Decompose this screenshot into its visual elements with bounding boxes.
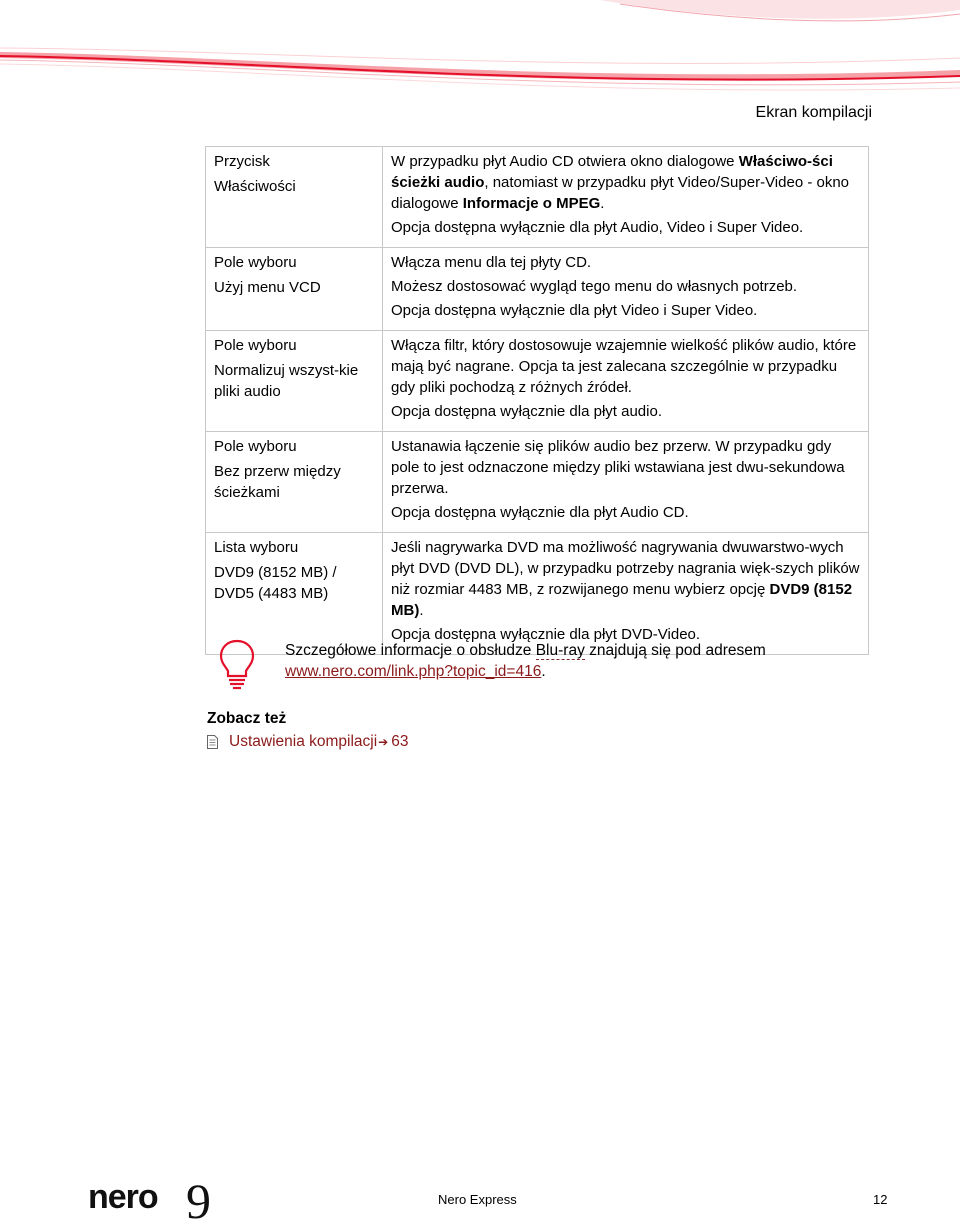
see-also-link[interactable]: [207, 733, 408, 751]
tip-text-after: .: [541, 663, 546, 680]
property-description-cell: [383, 147, 869, 248]
lightbulb-icon: [217, 638, 257, 690]
property-name: Normalizuj wszyst-kie pliki audio: [214, 362, 359, 400]
description-text: Włącza filtr, który dostosowuje wzajemnie wielkość plików audio, które mają być nagrane. Opcja ta jest zalecana szczególnie w przypadku gdy pliki pochodzą z różnych źródeł.: [391, 337, 857, 396]
footer-product-name: Nero Express: [438, 1192, 517, 1207]
property-description-cell: [383, 432, 869, 533]
description-text: W przypadku płyt Audio CD otwiera okno dialogowe: [391, 153, 739, 170]
property-type: Lista wyboru: [214, 539, 299, 556]
description-text: Jeśli nagrywarka DVD ma możliwość nagrywania dwuwarstwo-wych płyt DVD (DVD DL), w przypadku potrzeby nagrania więk-szych plików niż rozmiar 4483 MB, z rozwijanego menu wybierz opcję: [391, 539, 860, 598]
see-also-page[interactable]: 63: [391, 733, 409, 750]
property-label-cell: [206, 147, 383, 248]
description-text: Opcja dostępna wyłącznie dla płyt Audio CD.: [391, 504, 689, 521]
property-type: Pole wyboru: [214, 254, 297, 271]
see-also-heading: Zobacz też: [207, 710, 287, 727]
document-icon: [207, 735, 218, 749]
description-paragraph: [391, 436, 860, 499]
description-text: Ustanawia łączenie się plików audio bez przerw. W przypadku gdy pole to jest odznaczone między pliki wstawiana jest dwu-sekundowa przerwa.: [391, 438, 845, 497]
nero-logo: [88, 1176, 228, 1224]
property-description-cell: [383, 331, 869, 432]
description-text: .: [419, 602, 424, 619]
page-header-title: Ekran kompilacji: [755, 104, 872, 121]
svg-text:9: 9: [186, 1176, 211, 1224]
description-text: .: [600, 195, 605, 212]
tip-text-middle: znajdują się pod adresem: [584, 642, 766, 659]
property-row: [206, 147, 869, 248]
see-also-label[interactable]: Ustawienia kompilacji: [229, 733, 378, 750]
description-paragraph: [391, 276, 860, 297]
property-label-cell: [206, 533, 383, 655]
description-paragraph: [391, 401, 860, 422]
property-row: [206, 432, 869, 533]
arrow-right-icon: ➔: [378, 735, 389, 749]
property-row: [206, 533, 869, 655]
property-row: [206, 248, 869, 331]
description-paragraph: [391, 151, 860, 214]
property-label-cell: [206, 331, 383, 432]
description-paragraph: [391, 502, 860, 523]
description-paragraph: [391, 217, 860, 238]
footer-page-number: 12: [873, 1192, 888, 1207]
description-paragraph: [391, 300, 860, 321]
tip-text: [285, 640, 865, 682]
property-name: DVD9 (8152 MB) / DVD5 (4483 MB): [214, 564, 337, 602]
description-text: Możesz dostosować wygląd tego menu do własnych potrzeb.: [391, 278, 798, 295]
ui-term: Informacje o MPEG: [462, 195, 601, 212]
description-text: Opcja dostępna wyłącznie dla płyt audio.: [391, 403, 662, 420]
property-type: Pole wyboru: [214, 438, 297, 455]
property-name: Bez przerw między ścieżkami: [214, 463, 341, 501]
svg-text:nero: nero: [88, 1178, 158, 1216]
property-name: Właściwości: [214, 178, 296, 195]
description-paragraph: [391, 252, 860, 273]
description-text: Włącza menu dla tej płyty CD.: [391, 254, 592, 271]
description-paragraph: [391, 335, 860, 398]
property-type: Przycisk: [214, 153, 270, 170]
ui-term: Właściwo-ści ścieżki audio: [391, 153, 833, 191]
description-paragraph: [391, 537, 860, 621]
description-text: Opcja dostępna wyłącznie dla płyt Video i Super Video.: [391, 302, 758, 319]
tip-text-before: Szczegółowe informacje o obsłudze: [285, 642, 536, 659]
property-type: Pole wyboru: [214, 337, 297, 354]
property-label-cell: [206, 432, 383, 533]
header-swoosh-decoration: [0, 0, 960, 100]
property-row: [206, 331, 869, 432]
property-description-cell: [383, 533, 869, 655]
description-text: Opcja dostępna wyłącznie dla płyt Audio, Video i Super Video.: [391, 219, 804, 236]
property-label-cell: [206, 248, 383, 331]
ui-term: DVD9 (8152 MB): [391, 581, 853, 619]
tip-link[interactable]: www.nero.com/link.php?topic_id=416: [285, 663, 542, 680]
description-text: , natomiast w przypadku płyt Video/Super-Video - okno dialogowe: [391, 174, 850, 212]
properties-table: [205, 146, 869, 655]
description-text: Opcja dostępna wyłącznie dla płyt DVD-Video.: [391, 626, 701, 643]
property-description-cell: [383, 248, 869, 331]
blu-ray-term[interactable]: Blu-ray: [535, 642, 585, 659]
property-name: Użyj menu VCD: [214, 279, 321, 296]
